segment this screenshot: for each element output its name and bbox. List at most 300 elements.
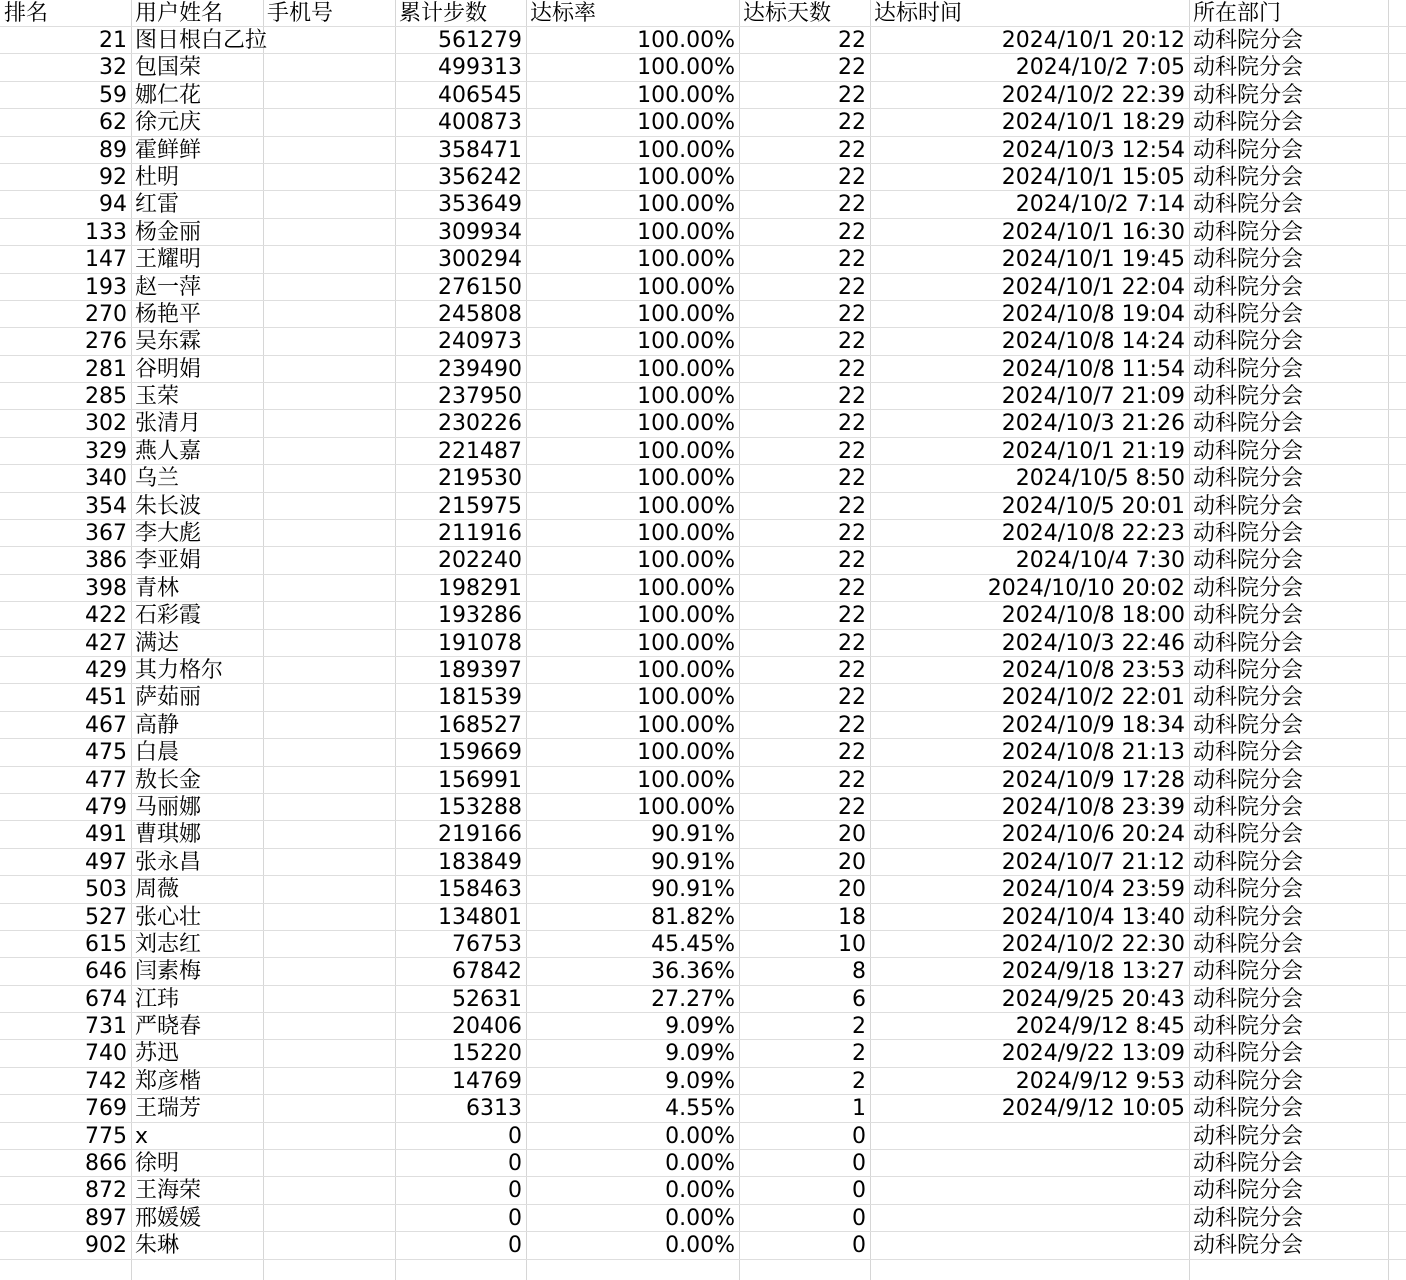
cell-user-name[interactable]: 徐元庆 — [135, 110, 202, 136]
cell-user-name[interactable]: 燕人嘉 — [135, 438, 202, 464]
cell-user-name[interactable]: x — [135, 1123, 149, 1149]
cell-department[interactable]: 动科院分会 — [1193, 466, 1304, 492]
cell-compliance-rate[interactable]: 90.91% — [651, 822, 735, 848]
cell-compliance-time[interactable]: 2024/10/8 22:23 — [1001, 521, 1185, 547]
cell-rank[interactable]: 674 — [85, 986, 127, 1012]
cell-department[interactable]: 动科院分会 — [1193, 767, 1304, 793]
cell-compliance-rate[interactable]: 81.82% — [651, 904, 735, 930]
cell-compliance-days[interactable]: 22 — [838, 137, 866, 163]
cell-user-name[interactable]: 张心壮 — [135, 904, 202, 930]
cell-compliance-rate[interactable]: 100.00% — [637, 384, 735, 410]
cell-compliance-time[interactable]: 2024/9/12 10:05 — [1001, 1096, 1185, 1122]
cell-department[interactable]: 动科院分会 — [1193, 630, 1304, 656]
cell-department[interactable]: 动科院分会 — [1193, 329, 1304, 355]
cell-compliance-days[interactable]: 6 — [852, 986, 866, 1012]
cell-compliance-rate[interactable]: 100.00% — [637, 329, 735, 355]
cell-department[interactable]: 动科院分会 — [1193, 1205, 1304, 1231]
cell-user-name[interactable]: 周薇 — [135, 877, 180, 903]
cell-compliance-time[interactable]: 2024/10/1 19:45 — [1001, 247, 1185, 273]
cell-phone[interactable] — [267, 849, 395, 875]
cell-user-name[interactable]: 张永昌 — [135, 849, 202, 875]
cell-total-steps[interactable]: 221487 — [438, 438, 522, 464]
cell-compliance-time[interactable]: 2024/10/4 13:40 — [1001, 904, 1185, 930]
cell-department[interactable]: 动科院分会 — [1193, 219, 1304, 245]
cell-department[interactable]: 动科院分会 — [1193, 137, 1304, 163]
header-compliance-days[interactable]: 达标天数 — [743, 1, 832, 26]
cell-compliance-time[interactable]: 2024/10/8 18:00 — [1001, 603, 1185, 629]
cell-user-name[interactable]: 青林 — [135, 575, 180, 601]
cell-compliance-days[interactable]: 22 — [838, 521, 866, 547]
cell-user-name[interactable]: 王海荣 — [135, 1178, 202, 1204]
cell-department[interactable]: 动科院分会 — [1193, 438, 1304, 464]
cell-compliance-days[interactable]: 20 — [838, 849, 866, 875]
cell-department[interactable]: 动科院分会 — [1193, 301, 1304, 327]
cell-user-name[interactable]: 严晓春 — [135, 1014, 202, 1040]
cell-department[interactable]: 动科院分会 — [1193, 794, 1304, 820]
cell-rank[interactable]: 21 — [99, 28, 127, 53]
cell-phone[interactable] — [267, 986, 395, 1012]
cell-compliance-rate[interactable]: 100.00% — [637, 55, 735, 81]
cell-rank[interactable]: 147 — [85, 247, 127, 273]
cell-user-name[interactable]: 郑彦楷 — [135, 1068, 202, 1094]
cell-compliance-time[interactable]: 2024/10/9 18:34 — [1001, 712, 1185, 738]
cell-compliance-time[interactable]: 2024/10/1 20:12 — [1001, 28, 1185, 53]
cell-compliance-time[interactable]: 2024/10/5 20:01 — [1001, 493, 1185, 519]
cell-rank[interactable]: 897 — [85, 1205, 127, 1231]
cell-rank[interactable]: 742 — [85, 1068, 127, 1094]
cell-total-steps[interactable]: 358471 — [438, 137, 522, 163]
cell-user-name[interactable]: 曹琪娜 — [135, 822, 202, 848]
cell-department[interactable]: 动科院分会 — [1193, 247, 1304, 273]
cell-department[interactable]: 动科院分会 — [1193, 521, 1304, 547]
cell-compliance-rate[interactable]: 4.55% — [665, 1096, 735, 1122]
cell-total-steps[interactable]: 168527 — [438, 712, 522, 738]
cell-compliance-rate[interactable]: 100.00% — [637, 493, 735, 519]
cell-user-name[interactable]: 王瑞芳 — [135, 1096, 202, 1122]
header-department[interactable]: 所在部门 — [1193, 1, 1282, 26]
cell-phone[interactable] — [267, 547, 395, 573]
cell-total-steps[interactable]: 245808 — [438, 301, 522, 327]
cell-department[interactable]: 动科院分会 — [1193, 904, 1304, 930]
cell-compliance-time[interactable]: 2024/10/8 23:39 — [1001, 794, 1185, 820]
cell-rank[interactable]: 133 — [85, 219, 127, 245]
cell-compliance-rate[interactable]: 0.00% — [665, 1178, 735, 1204]
cell-compliance-days[interactable]: 8 — [852, 959, 866, 985]
cell-department[interactable]: 动科院分会 — [1193, 575, 1304, 601]
cell-compliance-rate[interactable]: 100.00% — [637, 301, 735, 327]
cell-department[interactable]: 动科院分会 — [1193, 1123, 1304, 1149]
cell-compliance-time[interactable]: 2024/10/5 8:50 — [1015, 466, 1185, 492]
cell-department[interactable]: 动科院分会 — [1193, 1068, 1304, 1094]
cell-compliance-days[interactable]: 0 — [852, 1205, 866, 1231]
cell-phone[interactable] — [267, 931, 395, 957]
cell-department[interactable]: 动科院分会 — [1193, 877, 1304, 903]
cell-user-name[interactable]: 敖长金 — [135, 767, 202, 793]
cell-phone[interactable] — [267, 630, 395, 656]
cell-compliance-time[interactable]: 2024/10/8 23:53 — [1001, 657, 1185, 683]
cell-department[interactable]: 动科院分会 — [1193, 657, 1304, 683]
cell-phone[interactable] — [267, 54, 395, 80]
cell-compliance-days[interactable]: 2 — [852, 1041, 866, 1067]
cell-compliance-days[interactable]: 22 — [838, 603, 866, 629]
cell-rank[interactable]: 32 — [99, 55, 127, 81]
cell-compliance-rate[interactable]: 9.09% — [665, 1068, 735, 1094]
cell-user-name[interactable]: 其力格尔 — [135, 657, 224, 683]
cell-department[interactable]: 动科院分会 — [1193, 548, 1304, 574]
cell-phone[interactable] — [267, 657, 395, 683]
cell-compliance-days[interactable]: 0 — [852, 1233, 866, 1259]
cell-user-name[interactable]: 高静 — [135, 712, 180, 738]
cell-compliance-days[interactable]: 22 — [838, 192, 866, 218]
cell-compliance-rate[interactable]: 100.00% — [637, 28, 735, 53]
cell-compliance-days[interactable]: 22 — [838, 329, 866, 355]
cell-compliance-time[interactable]: 2024/10/3 21:26 — [1001, 411, 1185, 437]
cell-user-name[interactable]: 红雷 — [135, 192, 180, 218]
cell-user-name[interactable]: 杨艳平 — [135, 301, 202, 327]
cell-total-steps[interactable]: 309934 — [438, 219, 522, 245]
cell-phone[interactable] — [267, 1095, 395, 1121]
cell-rank[interactable]: 193 — [85, 274, 127, 300]
cell-total-steps[interactable]: 198291 — [438, 575, 522, 601]
cell-compliance-rate[interactable]: 100.00% — [637, 575, 735, 601]
cell-rank[interactable]: 386 — [85, 548, 127, 574]
cell-phone[interactable] — [267, 767, 395, 793]
cell-compliance-days[interactable]: 22 — [838, 301, 866, 327]
cell-user-name[interactable]: 王耀明 — [135, 247, 202, 273]
cell-rank[interactable]: 429 — [85, 657, 127, 683]
cell-rank[interactable]: 497 — [85, 849, 127, 875]
cell-department[interactable]: 动科院分会 — [1193, 110, 1304, 136]
cell-compliance-time[interactable]: 2024/10/1 21:19 — [1001, 438, 1185, 464]
cell-compliance-rate[interactable]: 9.09% — [665, 1041, 735, 1067]
header-phone[interactable]: 手机号 — [267, 1, 334, 26]
cell-total-steps[interactable]: 156991 — [438, 767, 522, 793]
cell-rank[interactable]: 775 — [85, 1123, 127, 1149]
cell-total-steps[interactable]: 353649 — [438, 192, 522, 218]
cell-department[interactable]: 动科院分会 — [1193, 384, 1304, 410]
cell-total-steps[interactable]: 202240 — [438, 548, 522, 574]
cell-compliance-rate[interactable]: 9.09% — [665, 1014, 735, 1040]
cell-compliance-days[interactable]: 22 — [838, 55, 866, 81]
cell-phone[interactable] — [267, 739, 395, 765]
cell-compliance-time[interactable]: 2024/10/10 20:02 — [987, 575, 1185, 601]
cell-compliance-days[interactable]: 22 — [838, 712, 866, 738]
cell-user-name[interactable]: 刘志红 — [135, 931, 202, 957]
cell-rank[interactable]: 59 — [99, 82, 127, 108]
cell-user-name[interactable]: 张清月 — [135, 411, 202, 437]
cell-compliance-rate[interactable]: 100.00% — [637, 685, 735, 711]
cell-total-steps[interactable]: 215975 — [438, 493, 522, 519]
cell-total-steps[interactable]: 52631 — [452, 986, 522, 1012]
cell-phone[interactable] — [267, 1205, 395, 1231]
cell-compliance-time[interactable]: 2024/9/25 20:43 — [1001, 986, 1185, 1012]
cell-rank[interactable]: 479 — [85, 794, 127, 820]
cell-department[interactable]: 动科院分会 — [1193, 1151, 1304, 1177]
cell-compliance-days[interactable]: 22 — [838, 356, 866, 382]
cell-phone[interactable] — [267, 191, 395, 217]
cell-compliance-rate[interactable]: 100.00% — [637, 712, 735, 738]
cell-department[interactable]: 动科院分会 — [1193, 1041, 1304, 1067]
cell-compliance-time[interactable]: 2024/10/4 7:30 — [1015, 548, 1185, 574]
cell-compliance-rate[interactable]: 100.00% — [637, 767, 735, 793]
cell-total-steps[interactable]: 0 — [508, 1123, 522, 1149]
cell-department[interactable]: 动科院分会 — [1193, 164, 1304, 190]
cell-rank[interactable]: 340 — [85, 466, 127, 492]
cell-user-name[interactable]: 赵一萍 — [135, 274, 202, 300]
cell-phone[interactable] — [267, 602, 395, 628]
cell-compliance-time[interactable]: 2024/10/9 17:28 — [1001, 767, 1185, 793]
cell-rank[interactable]: 740 — [85, 1041, 127, 1067]
cell-phone[interactable] — [267, 1150, 395, 1176]
cell-compliance-time[interactable]: 2024/10/8 21:13 — [1001, 740, 1185, 766]
cell-total-steps[interactable]: 406545 — [438, 82, 522, 108]
cell-compliance-rate[interactable]: 0.00% — [665, 1205, 735, 1231]
cell-compliance-time[interactable]: 2024/10/1 15:05 — [1001, 164, 1185, 190]
cell-user-name[interactable]: 杜明 — [135, 164, 180, 190]
cell-total-steps[interactable]: 158463 — [438, 877, 522, 903]
cell-rank[interactable]: 503 — [85, 877, 127, 903]
cell-phone[interactable] — [267, 1013, 395, 1039]
cell-compliance-rate[interactable]: 100.00% — [637, 192, 735, 218]
cell-total-steps[interactable]: 159669 — [438, 740, 522, 766]
cell-compliance-rate[interactable]: 100.00% — [637, 82, 735, 108]
cell-phone[interactable] — [267, 246, 395, 272]
cell-total-steps[interactable]: 239490 — [438, 356, 522, 382]
cell-total-steps[interactable]: 189397 — [438, 657, 522, 683]
cell-phone[interactable] — [267, 274, 395, 300]
cell-rank[interactable]: 527 — [85, 904, 127, 930]
cell-phone[interactable] — [267, 465, 395, 491]
cell-compliance-time[interactable]: 2024/10/4 23:59 — [1001, 877, 1185, 903]
cell-compliance-time[interactable]: 2024/10/1 16:30 — [1001, 219, 1185, 245]
cell-rank[interactable]: 615 — [85, 931, 127, 957]
cell-phone[interactable] — [267, 958, 395, 984]
cell-compliance-rate[interactable]: 100.00% — [637, 110, 735, 136]
cell-user-name[interactable]: 萨茹丽 — [135, 685, 202, 711]
cell-total-steps[interactable]: 15220 — [452, 1041, 522, 1067]
header-compliance-time[interactable]: 达标时间 — [874, 1, 963, 26]
cell-total-steps[interactable]: 67842 — [452, 959, 522, 985]
cell-total-steps[interactable]: 276150 — [438, 274, 522, 300]
cell-user-name[interactable]: 杨金丽 — [135, 219, 202, 245]
cell-total-steps[interactable]: 240973 — [438, 329, 522, 355]
cell-total-steps[interactable]: 0 — [508, 1151, 522, 1177]
cell-user-name[interactable]: 玉荣 — [135, 384, 180, 410]
cell-compliance-days[interactable]: 0 — [852, 1178, 866, 1204]
cell-total-steps[interactable]: 400873 — [438, 110, 522, 136]
cell-user-name[interactable]: 包国荣 — [135, 55, 202, 81]
header-user-name[interactable]: 用户姓名 — [135, 1, 224, 26]
cell-compliance-time[interactable]: 2024/10/8 11:54 — [1001, 356, 1185, 382]
cell-phone[interactable] — [267, 493, 395, 519]
cell-phone[interactable] — [267, 410, 395, 436]
cell-compliance-days[interactable]: 20 — [838, 877, 866, 903]
cell-rank[interactable]: 270 — [85, 301, 127, 327]
cell-rank[interactable]: 276 — [85, 329, 127, 355]
cell-compliance-days[interactable]: 22 — [838, 657, 866, 683]
cell-compliance-time[interactable]: 2024/10/1 18:29 — [1001, 110, 1185, 136]
cell-total-steps[interactable]: 356242 — [438, 164, 522, 190]
cell-phone[interactable] — [267, 137, 395, 163]
cell-compliance-time[interactable]: 2024/9/18 13:27 — [1001, 959, 1185, 985]
cell-rank[interactable]: 367 — [85, 521, 127, 547]
cell-total-steps[interactable]: 219530 — [438, 466, 522, 492]
cell-compliance-days[interactable]: 22 — [838, 411, 866, 437]
cell-compliance-rate[interactable]: 100.00% — [637, 603, 735, 629]
cell-compliance-days[interactable]: 22 — [838, 219, 866, 245]
cell-user-name[interactable]: 朱琳 — [135, 1233, 180, 1259]
cell-department[interactable]: 动科院分会 — [1193, 1014, 1304, 1040]
cell-department[interactable]: 动科院分会 — [1193, 1096, 1304, 1122]
cell-total-steps[interactable]: 0 — [508, 1178, 522, 1204]
cell-rank[interactable]: 866 — [85, 1151, 127, 1177]
cell-department[interactable]: 动科院分会 — [1193, 411, 1304, 437]
cell-phone[interactable] — [267, 27, 395, 53]
cell-user-name[interactable]: 闫素梅 — [135, 959, 202, 985]
cell-compliance-days[interactable]: 22 — [838, 493, 866, 519]
cell-compliance-rate[interactable]: 100.00% — [637, 411, 735, 437]
cell-compliance-time[interactable]: 2024/10/7 21:09 — [1001, 384, 1185, 410]
cell-rank[interactable]: 451 — [85, 685, 127, 711]
cell-phone[interactable] — [267, 301, 395, 327]
cell-compliance-days[interactable]: 22 — [838, 110, 866, 136]
cell-phone[interactable] — [267, 876, 395, 902]
cell-total-steps[interactable]: 181539 — [438, 685, 522, 711]
cell-compliance-time[interactable]: 2024/10/2 22:39 — [1001, 82, 1185, 108]
cell-department[interactable]: 动科院分会 — [1193, 603, 1304, 629]
cell-compliance-time[interactable]: 2024/9/12 9:53 — [1015, 1068, 1185, 1094]
cell-compliance-days[interactable]: 22 — [838, 438, 866, 464]
cell-total-steps[interactable]: 300294 — [438, 247, 522, 273]
cell-user-name[interactable]: 娜仁花 — [135, 82, 202, 108]
cell-rank[interactable]: 94 — [99, 192, 127, 218]
cell-department[interactable]: 动科院分会 — [1193, 28, 1304, 53]
cell-compliance-days[interactable]: 0 — [852, 1123, 866, 1149]
cell-phone[interactable] — [267, 1123, 395, 1149]
cell-rank[interactable]: 467 — [85, 712, 127, 738]
header-compliance-rate[interactable]: 达标率 — [530, 1, 597, 26]
cell-department[interactable]: 动科院分会 — [1193, 685, 1304, 711]
cell-compliance-rate[interactable]: 100.00% — [637, 548, 735, 574]
cell-phone[interactable] — [267, 904, 395, 930]
cell-phone[interactable] — [267, 1232, 395, 1258]
cell-rank[interactable]: 329 — [85, 438, 127, 464]
cell-compliance-time[interactable] — [870, 1177, 1189, 1203]
cell-compliance-time[interactable]: 2024/10/8 19:04 — [1001, 301, 1185, 327]
cell-user-name[interactable]: 马丽娜 — [135, 794, 202, 820]
cell-compliance-rate[interactable]: 100.00% — [637, 466, 735, 492]
cell-compliance-rate[interactable]: 0.00% — [665, 1123, 735, 1149]
cell-department[interactable]: 动科院分会 — [1193, 1178, 1304, 1204]
cell-phone[interactable] — [267, 1177, 395, 1203]
cell-compliance-rate[interactable]: 100.00% — [637, 137, 735, 163]
cell-compliance-time[interactable] — [870, 1205, 1189, 1231]
cell-phone[interactable] — [267, 164, 395, 190]
cell-compliance-days[interactable]: 1 — [852, 1096, 866, 1122]
cell-rank[interactable]: 491 — [85, 822, 127, 848]
cell-total-steps[interactable]: 20406 — [452, 1014, 522, 1040]
cell-compliance-rate[interactable]: 100.00% — [637, 247, 735, 273]
cell-phone[interactable] — [267, 219, 395, 245]
cell-compliance-time[interactable]: 2024/10/3 12:54 — [1001, 137, 1185, 163]
cell-department[interactable]: 动科院分会 — [1193, 55, 1304, 81]
cell-department[interactable]: 动科院分会 — [1193, 192, 1304, 218]
cell-user-name[interactable]: 图日根白乙拉 — [135, 28, 268, 53]
cell-rank[interactable]: 427 — [85, 630, 127, 656]
cell-compliance-rate[interactable]: 45.45% — [651, 931, 735, 957]
cell-phone[interactable] — [267, 520, 395, 546]
cell-compliance-days[interactable]: 18 — [838, 904, 866, 930]
cell-user-name[interactable]: 石彩霞 — [135, 603, 202, 629]
cell-total-steps[interactable]: 14769 — [452, 1068, 522, 1094]
cell-department[interactable]: 动科院分会 — [1193, 1233, 1304, 1259]
cell-phone[interactable] — [267, 438, 395, 464]
cell-compliance-days[interactable]: 20 — [838, 822, 866, 848]
cell-compliance-rate[interactable]: 100.00% — [637, 521, 735, 547]
cell-compliance-days[interactable]: 0 — [852, 1151, 866, 1177]
cell-department[interactable]: 动科院分会 — [1193, 740, 1304, 766]
cell-rank[interactable]: 646 — [85, 959, 127, 985]
cell-compliance-days[interactable]: 22 — [838, 685, 866, 711]
cell-total-steps[interactable]: 499313 — [438, 55, 522, 81]
cell-compliance-time[interactable]: 2024/10/1 22:04 — [1001, 274, 1185, 300]
cell-department[interactable]: 动科院分会 — [1193, 274, 1304, 300]
cell-user-name[interactable]: 乌兰 — [135, 466, 180, 492]
cell-total-steps[interactable]: 211916 — [438, 521, 522, 547]
cell-compliance-time[interactable]: 2024/10/2 22:30 — [1001, 931, 1185, 957]
cell-rank[interactable]: 769 — [85, 1096, 127, 1122]
cell-compliance-days[interactable]: 22 — [838, 28, 866, 53]
cell-compliance-time[interactable]: 2024/10/7 21:12 — [1001, 849, 1185, 875]
cell-rank[interactable]: 475 — [85, 740, 127, 766]
cell-user-name[interactable]: 李大彪 — [135, 521, 202, 547]
cell-compliance-days[interactable]: 2 — [852, 1068, 866, 1094]
cell-compliance-days[interactable]: 22 — [838, 247, 866, 273]
cell-compliance-rate[interactable]: 100.00% — [637, 438, 735, 464]
cell-total-steps[interactable]: 561279 — [438, 28, 522, 53]
cell-phone[interactable] — [267, 1068, 395, 1094]
cell-compliance-days[interactable]: 22 — [838, 740, 866, 766]
cell-rank[interactable]: 89 — [99, 137, 127, 163]
cell-total-steps[interactable]: 6313 — [466, 1096, 522, 1122]
cell-compliance-days[interactable]: 10 — [838, 931, 866, 957]
cell-user-name[interactable]: 朱长波 — [135, 493, 202, 519]
cell-compliance-rate[interactable]: 100.00% — [637, 164, 735, 190]
cell-total-steps[interactable]: 134801 — [438, 904, 522, 930]
cell-compliance-rate[interactable]: 90.91% — [651, 877, 735, 903]
cell-user-name[interactable]: 苏迅 — [135, 1041, 180, 1067]
cell-rank[interactable]: 872 — [85, 1178, 127, 1204]
cell-rank[interactable]: 398 — [85, 575, 127, 601]
cell-total-steps[interactable]: 183849 — [438, 849, 522, 875]
cell-compliance-rate[interactable]: 100.00% — [637, 219, 735, 245]
cell-user-name[interactable]: 徐明 — [135, 1151, 180, 1177]
cell-compliance-days[interactable]: 22 — [838, 384, 866, 410]
cell-phone[interactable] — [267, 328, 395, 354]
cell-rank[interactable]: 731 — [85, 1014, 127, 1040]
cell-user-name[interactable]: 满达 — [135, 630, 180, 656]
cell-compliance-rate[interactable]: 90.91% — [651, 849, 735, 875]
cell-phone[interactable] — [267, 794, 395, 820]
cell-user-name[interactable]: 李亚娟 — [135, 548, 202, 574]
cell-total-steps[interactable]: 0 — [508, 1233, 522, 1259]
cell-phone[interactable] — [267, 575, 395, 601]
cell-compliance-rate[interactable]: 0.00% — [665, 1233, 735, 1259]
cell-department[interactable]: 动科院分会 — [1193, 959, 1304, 985]
cell-phone[interactable] — [267, 356, 395, 382]
cell-compliance-days[interactable]: 22 — [838, 274, 866, 300]
cell-department[interactable]: 动科院分会 — [1193, 849, 1304, 875]
